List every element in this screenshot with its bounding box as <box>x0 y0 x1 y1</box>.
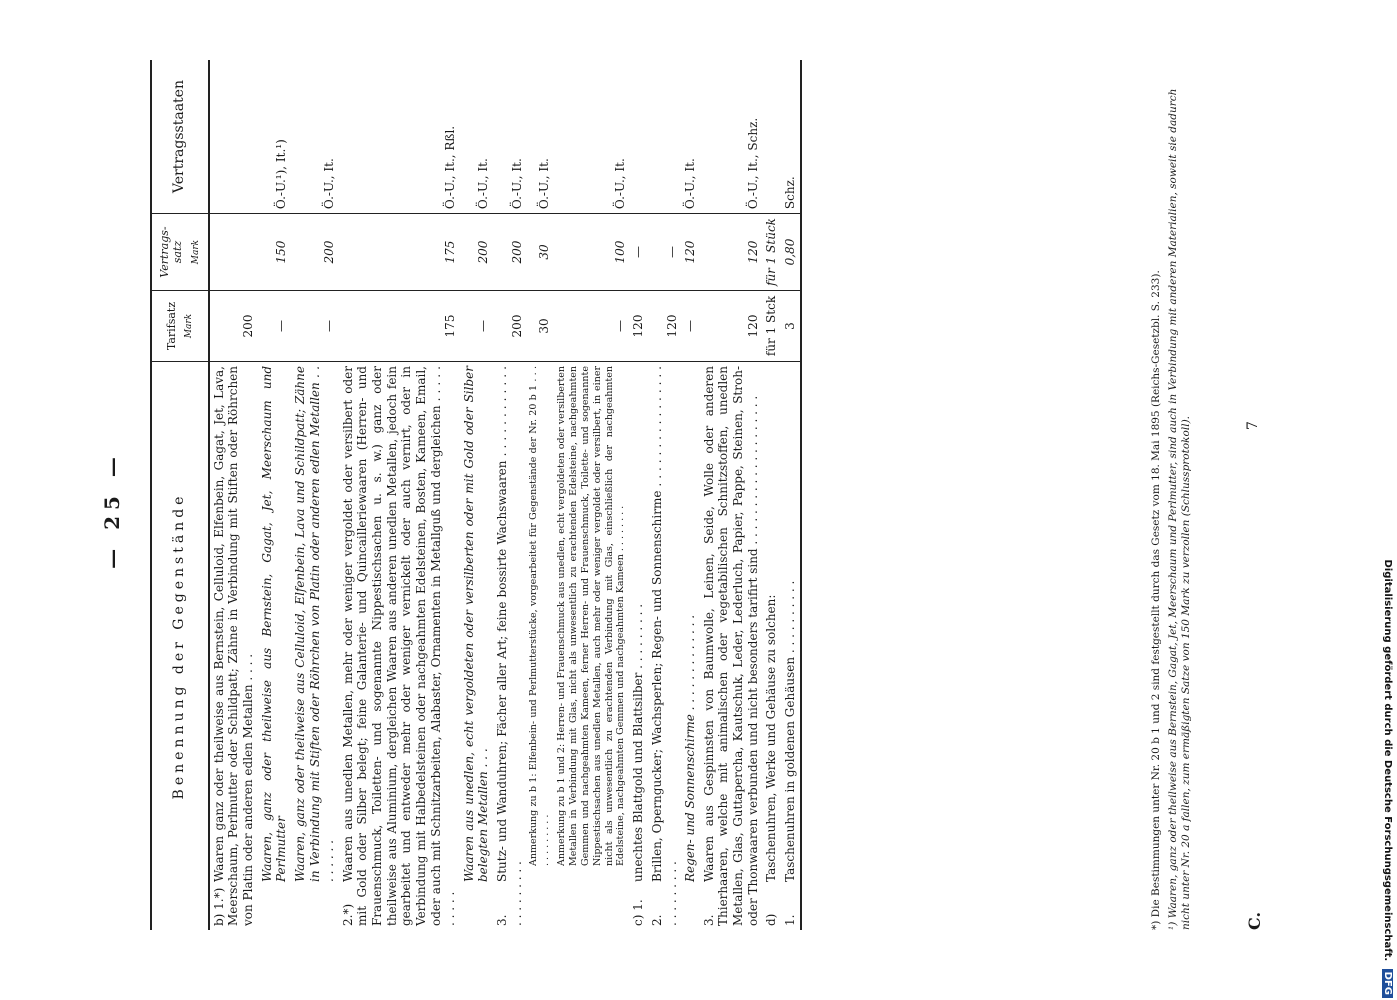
table-row <box>629 60 648 930</box>
row-vertrag: 120 <box>700 214 763 291</box>
row-vertrag: 200 <box>291 214 339 291</box>
table-row <box>700 60 763 930</box>
row-vertrag: 175 <box>339 214 460 291</box>
row-description <box>762 362 781 931</box>
row-staaten <box>762 60 781 214</box>
row-text: Waaren, ganz oder theilweise aus Bernstein, Gagat, Jet, Meerschaum und Perlmutter <box>259 366 289 882</box>
header-description: Benennung der Gegenstände <box>151 362 209 931</box>
row-staaten: Ö.-U.¹), It.¹) <box>258 60 291 214</box>
row-staaten: Ö.-U., It. <box>291 60 339 214</box>
row-tarif: 30 <box>526 291 554 362</box>
page-number: — 25 — <box>100 451 124 569</box>
row-label: 3. <box>701 914 716 926</box>
row-label: 2. <box>649 914 664 926</box>
table-row <box>460 60 493 930</box>
table-header-row <box>151 60 209 930</box>
row-tarif: 200 <box>493 291 526 362</box>
row-staaten: Ö.-U., It. <box>493 60 526 214</box>
row-description <box>339 362 460 931</box>
row-text: Anmerkung zu b 1: Elfenbein- und Perlmutterstücke, vorgearbeitet für Gegenstände der Nr. 20 b 1 . . . . . . . . . . . . <box>528 366 552 866</box>
row-label: b) 1.*) <box>211 887 226 926</box>
row-description <box>493 362 526 931</box>
row-staaten <box>629 60 648 214</box>
row-tarif: für 1 Stck <box>762 291 781 362</box>
row-label: c) 1. <box>631 899 646 926</box>
row-staaten: Schz. <box>781 60 801 214</box>
footnote: ¹) Waaren, ganz oder theilweise aus Bernstein, Gagat, Jet, Meerschaum und Perlmutter, sind auch in Verbindung mit anderen Materialien, soweit sie dadurch nicht unter Nr. 20 a fallen, zum ermäßigten Satze von 150 Mark zu verzollen (Schlussprotokoll). <box>1166 88 1193 930</box>
row-tarif: 120 <box>629 291 648 362</box>
row-staaten <box>648 60 681 214</box>
row-description <box>554 362 629 931</box>
row-text: Brillen, Operngucker; Wachsperlen; Regen- und Sonnenschirme . . . . . . . . . . . . . . . . . . . . . . . . . <box>649 366 679 926</box>
table-row <box>554 60 629 930</box>
row-vertrag: 0,80 <box>781 214 801 291</box>
row-tarif: — <box>291 291 339 362</box>
table-row <box>291 60 339 930</box>
table-row <box>526 60 554 930</box>
row-text: Regen- und Sonnenschirme . . . . . . . . . . . . . <box>683 614 698 882</box>
row-description <box>291 362 339 931</box>
row-description <box>700 362 763 931</box>
row-description <box>460 362 493 931</box>
table-row <box>648 60 681 930</box>
header-staaten: Vertragsstaaten <box>151 60 209 214</box>
row-staaten: Ö.-U., It. <box>554 60 629 214</box>
row-label: 3. <box>495 914 510 926</box>
row-description <box>781 362 801 931</box>
row-tarif: 120 <box>648 291 681 362</box>
row-description <box>629 362 648 931</box>
header-tarif-label: Tarifsatz <box>164 301 178 351</box>
row-description <box>681 362 700 931</box>
row-text: Waaren, ganz oder theilweise aus Celluloid, Elfenbein, Lava und Schildpatt; Zähne in Verbindung mit Stiften oder Röhrchen von Platin oder anderen edlen Metallen . . . . . . . . <box>292 366 337 882</box>
row-vertrag: — <box>629 214 648 291</box>
row-tarif: — <box>681 291 700 362</box>
table-row <box>493 60 526 930</box>
signature-right: 7 <box>1245 421 1261 430</box>
row-tarif: — <box>258 291 291 362</box>
header-tarif <box>151 291 209 362</box>
row-text: Stutz- und Wanduhren; Fächer aller Art; feine bossirte Wachswaaren . . . . . . . . . . . . . . . . . . . . . <box>495 366 524 926</box>
row-description <box>258 362 291 931</box>
row-text: Waaren aus Gespinnsten von Baumwolle, Leinen, Seide, Wolle oder anderen Thierhaaren, welche mit animalischen oder vegetabilischen Schnitzstoffen, unedlen Metallen, Glas, Guttapercha, Kautschuk, Leder, Lederluch, Papier, Pappe, Steinen, Stroh- oder Thonwaaren verbunden und nicht besonders tarifirt sind . . . . . . . . . . . . . . . . . . . . <box>701 366 760 926</box>
row-vertrag: 200 <box>493 214 526 291</box>
row-vertrag: 150 <box>258 214 291 291</box>
row-tarif: 175 <box>339 291 460 362</box>
row-staaten: Ö.-U., It. <box>681 60 700 214</box>
row-vertrag: 120 <box>681 214 700 291</box>
row-vertrag: für 1 Stück <box>762 214 781 291</box>
row-staaten: Ö.-U., It., Schz. <box>700 60 763 214</box>
credit-strip <box>1379 8 1393 998</box>
row-tarif: 120 <box>700 291 763 362</box>
row-label: d) <box>764 913 779 926</box>
credit-text-wrap <box>1379 8 1393 998</box>
row-label: 2.*) <box>340 903 355 926</box>
row-vertrag <box>209 214 258 291</box>
footnotes <box>1150 60 1197 930</box>
row-tarif: 200 <box>209 291 258 362</box>
row-text: Anmerkung zu b 1 und 2: Herren- und Frauenschmuck aus unedlen, echt vergoldeten oder versilberten Metallen in Verbindung mit Glas, nicht als unwesentlich zu erachtenden Edelsteine, nachgeahmten Gemmen und nachgeahmten Kameen, ferner Herren- und Frauenschmuck, Toilette- und sogenannte Nippestischsachen aus unedlen Metallen, auch mehr oder weniger vergoldet oder versilbert, in einer nicht als unwesentlich zu erachtenden Verbindung mit Glas, einschließlich der nachgeahmten Edelsteine, nachgeahmten Gemmen und nachgeahmten Kameen . . . . . . . . <box>556 366 627 866</box>
dfg-logo: DFG <box>1382 969 1393 998</box>
tariff-table <box>150 60 802 930</box>
row-vertrag: — <box>648 214 681 291</box>
table-row <box>762 60 781 930</box>
row-text: Taschenuhren in goldenen Gehäusen . . . . . . . . . . <box>782 580 797 882</box>
row-text: Waaren aus unedlen, echt vergoldeten oder versilberten oder mit Gold oder Silber belegten Metallen . . . <box>461 366 491 882</box>
header-tarif-unit: Mark <box>184 313 195 339</box>
row-staaten: Ö.-U., It. <box>526 60 554 214</box>
row-text: unechtes Blattgold und Blattsilber . . . . . . . . . <box>631 603 646 882</box>
row-text: Waaren ganz oder theilweise aus Bernstein, Celluloid, Elfenbein, Gagat, Jet, Lava, Meerschaum, Perlmutter oder Schildpatt; Zähne in Verbindung mit Stiften oder Röhrchen von Platin oder anderen edlen Metallen . . . . <box>211 366 256 926</box>
row-vertrag: 100 <box>554 214 629 291</box>
row-vertrag: 200 <box>460 214 493 291</box>
table-row <box>339 60 460 930</box>
row-label: 1. <box>782 914 797 926</box>
credit-text: Digitalisierung gefördert durch die Deutsche Forschungsgemeinschaft. <box>1382 559 1393 962</box>
header-vertrag-unit: Mark <box>190 239 201 265</box>
row-text: Waaren aus unedlen Metallen, mehr oder weniger vergoldet oder versilbert oder mit Gold oder Silber belegt; feine Galanterie- und Quincailleriewaaren (Herren- und Frauenschmuck, Toiletten- und sogenannte Nippestischsachen u. s. w.) ganz oder theilweise aus Aluminium, dergleichen Waaren aus anderen unedlen Metallen, jedoch fein gearbeitet und entweder mehr oder weniger vernickelt oder auch vernirt, oder in Verbindung mit Halbedelsteinen oder nachgeahmten Edelsteinen, Bosten, Kameen, Email, oder auch mit Schnitzarbeiten, Alabaster, Ornamenten in Metallguß und dergleichen . . . . . . . . . . <box>340 366 458 926</box>
row-tarif: 3 <box>781 291 801 362</box>
signature-left: C. <box>1245 911 1264 930</box>
row-staaten <box>209 60 258 214</box>
table-row <box>681 60 700 930</box>
row-staaten: Ö.-U., It., Rßl. <box>339 60 460 214</box>
header-vertrag <box>151 214 209 291</box>
rotated-page <box>30 30 1310 990</box>
table-row <box>258 60 291 930</box>
table-row <box>209 60 258 930</box>
row-description <box>526 362 554 931</box>
table-row <box>781 60 801 930</box>
footnote: *) Die Bestimmungen unter Nr. 20 b 1 und 2 sind festgestellt durch das Gesetz vom 18. Mai 1895 (Reichs-Gesetzbl. S. 233). <box>1150 270 1162 930</box>
row-staaten: Ö.-U., It. <box>460 60 493 214</box>
row-description <box>648 362 681 931</box>
row-text: Taschenuhren, Werke und Gehäuse zu solchen: <box>764 594 779 882</box>
header-vertrag-label: Vertrags-satz <box>158 226 185 278</box>
table-body <box>209 60 801 930</box>
row-description <box>209 362 258 931</box>
row-tarif: — <box>460 291 493 362</box>
row-vertrag: 30 <box>526 214 554 291</box>
row-tarif: — <box>554 291 629 362</box>
